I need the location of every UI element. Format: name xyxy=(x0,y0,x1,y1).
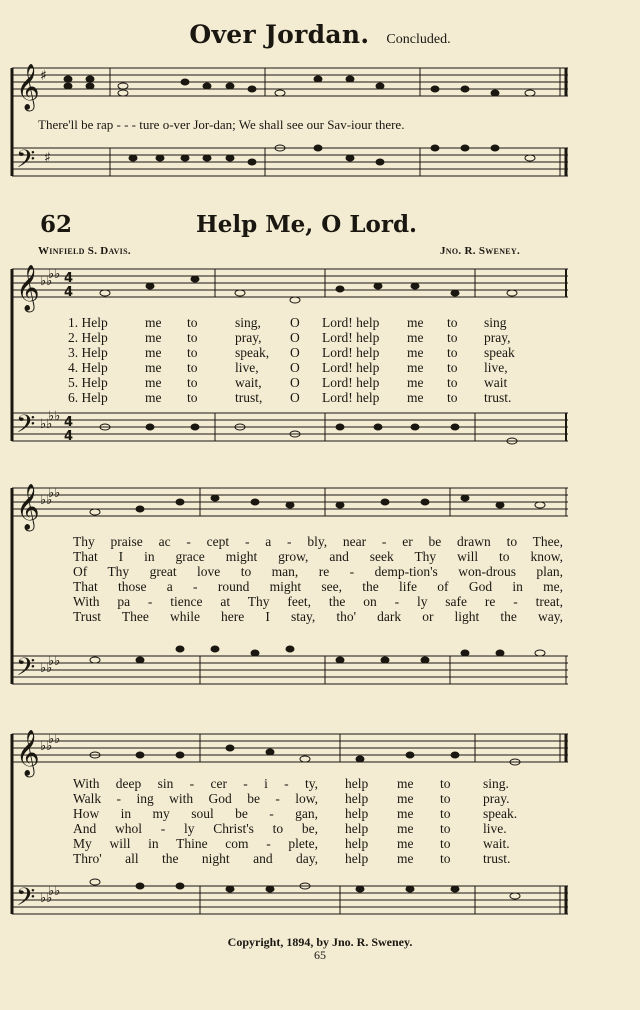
lyric-word: to xyxy=(187,315,198,330)
lyric-word: help xyxy=(345,821,369,836)
lyric-word: to xyxy=(187,390,198,405)
svg-text:4: 4 xyxy=(64,429,74,444)
staff-s3-bass xyxy=(12,886,568,914)
lyric-word: wait xyxy=(484,375,508,390)
lyric-word: speak xyxy=(484,345,515,360)
svg-text:♭♭: ♭♭ xyxy=(48,409,61,424)
lyric-line: That I in grace might grow, and seek Thy will to know, xyxy=(73,549,563,564)
lyric-word: O xyxy=(290,360,300,375)
lyric-word: me xyxy=(407,390,424,405)
bass-clef-icon: 𝄢 xyxy=(16,410,36,445)
lyric-word: sing, xyxy=(235,315,261,330)
lyric-word: me xyxy=(145,345,162,360)
lyric-word: speak. xyxy=(483,806,518,821)
lyric-word: Lord! help xyxy=(322,330,380,345)
lyric-word: to xyxy=(187,330,198,345)
lyric-word: trust, xyxy=(235,390,263,405)
lyric-word: wait, xyxy=(235,375,262,390)
svg-text:♯: ♯ xyxy=(40,68,47,84)
lyric-phrase: How in my soul be - gan, xyxy=(73,806,318,821)
lyric-word: wait. xyxy=(483,836,510,851)
svg-text:4: 4 xyxy=(64,285,74,300)
hymn-title: Help Me, O Lord. xyxy=(196,211,418,238)
lyric-word: pray. xyxy=(483,791,510,806)
staff-concluded-bass xyxy=(12,148,568,176)
lyric-word: to xyxy=(447,315,458,330)
lyric-word: me xyxy=(397,836,414,851)
bass-clef-icon: 𝄢 xyxy=(16,145,36,180)
svg-text:4: 4 xyxy=(64,271,74,286)
treble-clef-icon: 𝄞 xyxy=(16,730,40,776)
lyric-word: Lord! help xyxy=(322,345,380,360)
lyric-word: help xyxy=(345,851,369,866)
music-credit: Jno. R. Sweney. xyxy=(440,245,521,257)
concluded-title-block xyxy=(0,20,640,49)
svg-text:♭♭: ♭♭ xyxy=(48,486,61,501)
staff-s1-treble xyxy=(12,269,568,297)
svg-text:4: 4 xyxy=(64,415,74,430)
copyright: Copyright, 1894, by Jno. R. Sweney. xyxy=(227,935,413,949)
lyric-word: me xyxy=(407,330,424,345)
lyric-word: me xyxy=(407,360,424,375)
lyric-word: me xyxy=(145,330,162,345)
lyric-word: Lord! help xyxy=(322,315,380,330)
lyric-word: me xyxy=(407,375,424,390)
concluded-title: Over Jordan. xyxy=(189,20,370,49)
words-credit: Winfield S. Davis. xyxy=(38,245,131,257)
lyric-word: help xyxy=(345,806,369,821)
svg-text:♭♭: ♭♭ xyxy=(40,274,53,289)
svg-text:♭♭: ♭♭ xyxy=(40,891,53,906)
page-number: 65 xyxy=(314,948,326,962)
lyric-word: 5. Help xyxy=(68,375,108,390)
lyric-word: O xyxy=(290,330,300,345)
lyric-word: me xyxy=(407,345,424,360)
lyric-phrase: Walk - ing with God be - low, xyxy=(73,791,318,806)
lyric-word: me xyxy=(397,851,414,866)
lyric-word: sing. xyxy=(483,776,509,791)
lyric-word: 1. Help xyxy=(68,315,108,330)
lyric-word: to xyxy=(440,836,451,851)
lyric-word: to xyxy=(187,375,198,390)
lyric-word: Lord! help xyxy=(322,360,380,375)
lyric-line: That those a - round might see, the life of God in me, xyxy=(73,579,563,594)
lyric-line: Thy praise ac - cept - a - bly, near - er be drawn to Thee, xyxy=(73,534,563,549)
lyric-word: help xyxy=(345,791,369,806)
lyric-word: live, xyxy=(484,360,508,375)
lyric-word: help xyxy=(345,836,369,851)
lyric-word: me xyxy=(145,375,162,390)
bass-clef-icon: 𝄢 xyxy=(16,883,36,918)
lyric-word: me xyxy=(145,390,162,405)
lyric-word: trust. xyxy=(484,390,512,405)
lyric-word: me xyxy=(145,360,162,375)
lyric-phrase: With deep sin - cer - i - ty, xyxy=(73,776,318,791)
lyric-word: pray, xyxy=(484,330,511,345)
lyric-word: O xyxy=(290,315,300,330)
lyric-word: help xyxy=(345,776,369,791)
svg-text:♭♭: ♭♭ xyxy=(40,739,53,754)
lyric-phrase: And whol - ly Christ's to be, xyxy=(73,821,318,836)
lyric-word: 3. Help xyxy=(68,345,108,360)
lyric-line: Trust Thee while here I stay, tho' dark or light the way, xyxy=(73,609,563,624)
lyric-word: me xyxy=(145,315,162,330)
lyric-word: live, xyxy=(235,360,259,375)
lyric-word: O xyxy=(290,375,300,390)
lyric-word: to xyxy=(440,791,451,806)
lyric-word: to xyxy=(440,851,451,866)
treble-clef-icon: 𝄞 xyxy=(16,484,40,530)
lyric-word: speak, xyxy=(235,345,270,360)
lyric-word: trust. xyxy=(483,851,511,866)
svg-text:♭♭: ♭♭ xyxy=(48,884,61,899)
svg-text:♭♭: ♭♭ xyxy=(48,267,61,282)
lyric-word: 4. Help xyxy=(68,360,108,375)
lyric-word: me xyxy=(397,806,414,821)
lyric-word: Lord! help xyxy=(322,390,380,405)
lyric-word: me xyxy=(407,315,424,330)
footer xyxy=(0,935,640,963)
lyric-word: to xyxy=(447,345,458,360)
lyric-word: me xyxy=(397,821,414,836)
lyric-word: me xyxy=(397,791,414,806)
lyric-phrase: My will in Thine com - plete, xyxy=(73,836,318,851)
lyric-word: pray, xyxy=(235,330,262,345)
concluded-lyric: There'll be rap - - - ture o-ver Jor-dan; We shall see our Sav-iour there. xyxy=(38,117,405,132)
svg-text:♭♭: ♭♭ xyxy=(40,661,53,676)
treble-clef-icon: 𝄞 xyxy=(16,265,40,311)
svg-text:♯: ♯ xyxy=(44,150,51,166)
lyric-word: to xyxy=(440,821,451,836)
lyric-word: to xyxy=(447,390,458,405)
svg-text:♭♭: ♭♭ xyxy=(40,493,53,508)
staff-s1-bass xyxy=(12,413,568,441)
staff-s2-bass xyxy=(12,656,568,684)
lyric-word: to xyxy=(447,375,458,390)
concluded-note: Concluded. xyxy=(386,32,451,47)
staff-concluded-treble xyxy=(12,68,568,96)
hymn-number: 62 xyxy=(40,211,73,238)
svg-text:♭♭: ♭♭ xyxy=(48,654,61,669)
bass-clef-icon: 𝄢 xyxy=(16,653,36,688)
lyric-word: O xyxy=(290,345,300,360)
lyric-word: to xyxy=(440,776,451,791)
lyric-word: 6. Help xyxy=(68,390,108,405)
svg-text:♭♭: ♭♭ xyxy=(48,732,61,747)
lyric-word: O xyxy=(290,390,300,405)
lyric-word: me xyxy=(397,776,414,791)
lyric-word: Lord! help xyxy=(322,375,380,390)
lyric-word: live. xyxy=(483,821,507,836)
lyric-word: to xyxy=(187,345,198,360)
lyric-word: to xyxy=(187,360,198,375)
treble-clef-icon: 𝄞 xyxy=(16,64,40,110)
svg-text:♭♭: ♭♭ xyxy=(40,417,53,432)
lyric-word: to xyxy=(440,806,451,821)
lyric-line: With pa - tience at Thy feet, the on - ly safe re - treat, xyxy=(73,594,563,609)
lyric-word: to xyxy=(447,330,458,345)
lyric-line: Of Thy great love to man, re - demp-tion's won-drous plan, xyxy=(73,564,563,579)
lyric-word: to xyxy=(447,360,458,375)
lyric-word: sing xyxy=(484,315,507,330)
lyric-word: 2. Help xyxy=(68,330,108,345)
lyric-phrase: Thro' all the night and day, xyxy=(73,851,318,866)
